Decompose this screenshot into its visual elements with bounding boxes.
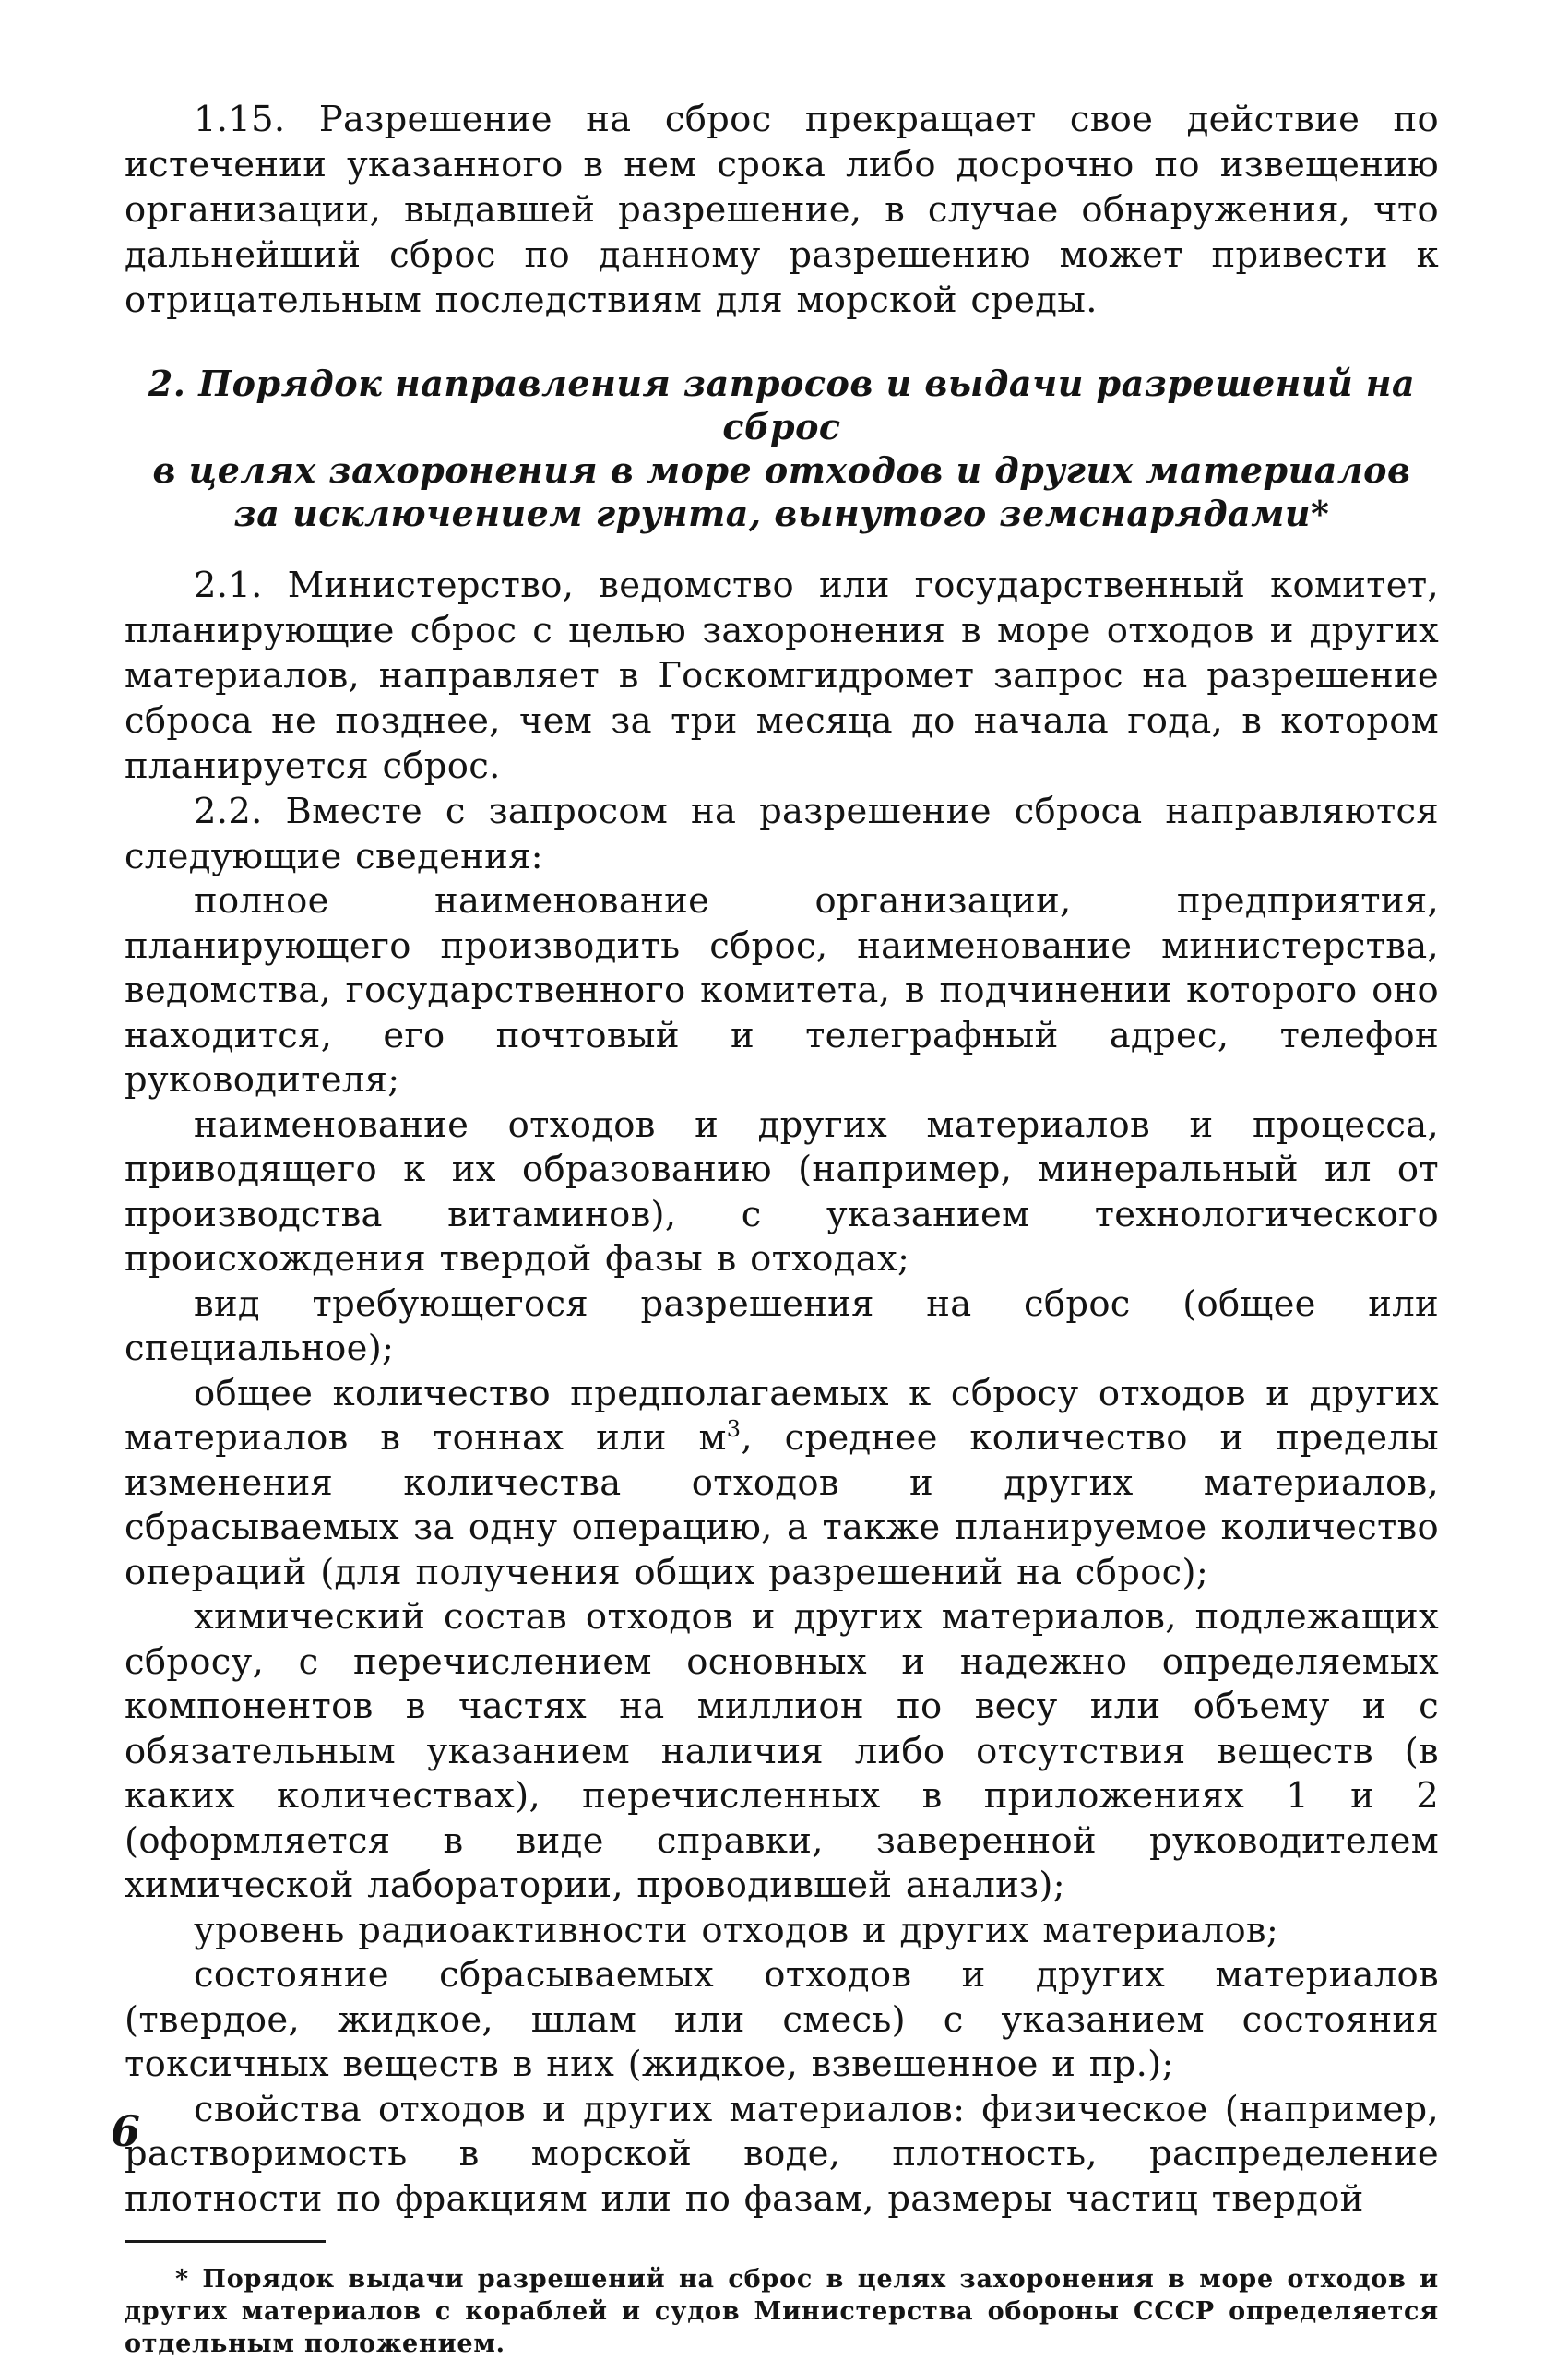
cubic-superscript: 3 <box>726 1416 742 1443</box>
paragraph-1-15: 1.15. Разрешение на сброс прекращает свое действие по истечении указанного в нем срока либо досрочно по извещению организации, выдавшей разрешение, в случае обнаружения, что дальнейший сброс по данному разрешению может привести к отрицательным последствиям для морской среды. <box>125 99 1439 321</box>
page-number: 6 <box>111 2106 141 2156</box>
section-title-line-2: в целях захоронения в море отходов и других материалов <box>152 449 1411 491</box>
footnote-divider <box>125 2240 326 2243</box>
list-item-organization: полное наименование организации, предприятия, планирующего производить сброс, наименование министерства, ведомства, государственного комитета, в подчинении которого оно находится, его почтовый и телеграфный адрес, телефон руководителя; <box>125 880 1439 1101</box>
list-item-properties: свойства отходов и других материалов: физическое (например, растворимость в морской воде, плотность, распределение плотности по фракциям или по фазам, размеры частиц твердой <box>125 2088 1439 2220</box>
section-title-line-1: 2. Порядок направления запросов и выдачи разрешений на сброс <box>148 363 1416 447</box>
list-item-radioactivity: уровень радиоактивности отходов и других материалов; <box>194 1909 1279 1951</box>
list-item-waste-name: наименование отходов и других материалов и процесса, приводящего к их образованию (например, минеральный ил от производства витаминов), с указанием технологического происхождения твердой фазы в отходах; <box>125 1103 1439 1280</box>
list-item-chemical-composition: химический состав отходов и других материалов, подлежащих сбросу, с перечислением основных и надежно определяемых компонентов в частях на миллион по весу или объему и с обязательным указанием наличия либо отсутствия веществ (в каких количествах), перечисленных в приложениях 1 и 2 (оформляется в виде справки, заверенной руководителем химической лаборатории, проводившей анализ); <box>125 1596 1439 1906</box>
section-2-title <box>125 362 1439 535</box>
footnote: * Порядок выдачи разрешений на сброс в целях захоронения в море отходов и других материалов с кораблей и судов Министерства обороны СССР определяется отдельным положением. <box>125 2265 1439 2358</box>
paragraph-2-2: 2.2. Вместе с запросом на разрешение сброса направляются следующие сведения: <box>125 791 1439 877</box>
paragraph-2-1: 2.1. Министерство, ведомство или государственный комитет, планирующие сброс с целью захоронения в море отходов и других материалов, направляет в Госкомгидромет запрос на разрешение сброса не позднее, чем за три месяца до начала года, в котором планируется сброс. <box>125 565 1439 787</box>
list-item-permit-type: вид требующегося разрешения на сброс (общее или специальное); <box>125 1282 1439 1369</box>
quantity-text-b: , среднее количество и пределы изменения количества отходов и других материалов, сбрасываемых за одну операцию, а также планируемое количество операций (для получения общих разрешений на сброс); <box>125 1417 1439 1593</box>
section-title-line-3: за исключением грунта, вынутого земснарядами* <box>233 493 1330 534</box>
list-item-state: состояние сбрасываемых отходов и других материалов (твердое, жидкое, шлам или смесь) с указанием состояния токсичных веществ в них (жидкое, взвешенное и пр.); <box>125 1954 1439 2085</box>
quantity-text-a: общее количество предполагаемых к сбросу отходов и других материалов в тоннах или м <box>125 1372 1439 1459</box>
document-page <box>125 97 1439 2360</box>
list-item-quantity <box>125 1372 1439 1596</box>
